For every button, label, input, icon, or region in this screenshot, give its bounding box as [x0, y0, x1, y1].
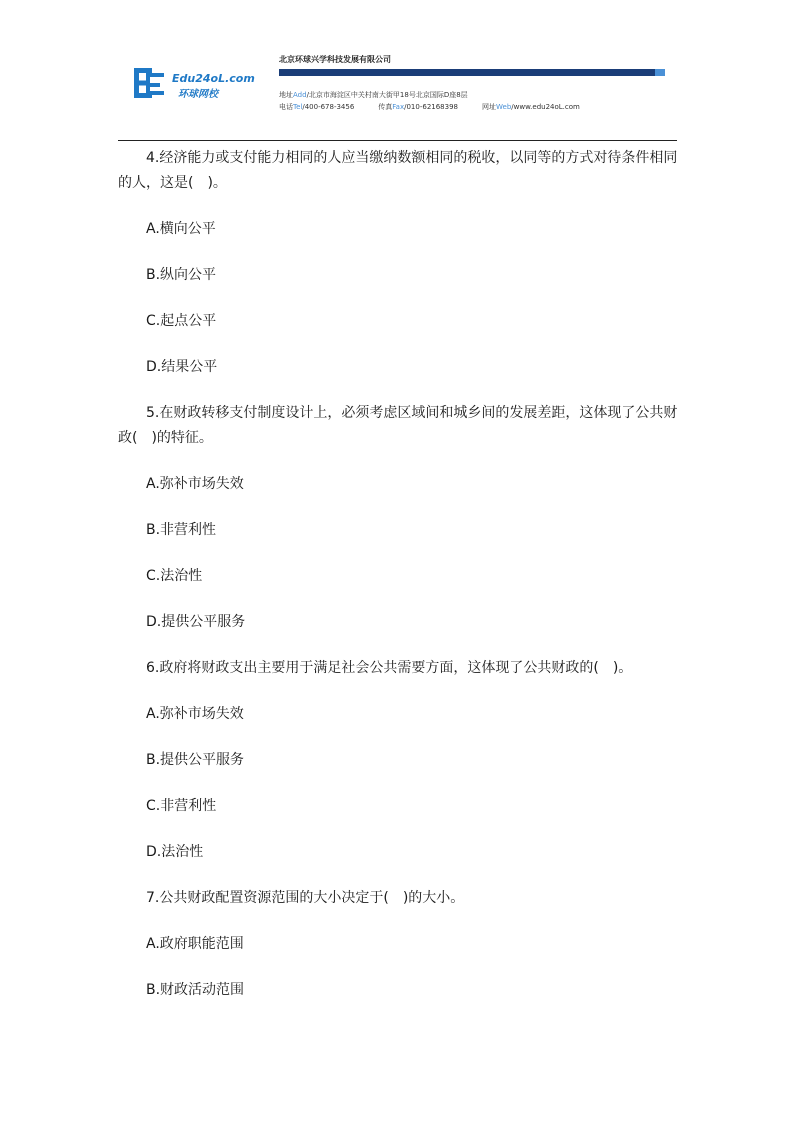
- contact-line: [279, 102, 580, 112]
- address-value: /北京市海淀区中关村南大街甲18号北京国际D座8层: [306, 91, 468, 99]
- letterhead: [0, 0, 794, 145]
- web-label: 网址: [482, 103, 496, 111]
- option-4d: D.结果公平: [146, 359, 218, 375]
- question-5: 5.在财政转移支付制度设计上，必须考虑区域间和城乡间的发展差距，这体现了公共财政( )的特征。: [118, 405, 678, 446]
- option-7a: A.政府职能范围: [146, 936, 244, 952]
- option-6d: D.法治性: [146, 844, 204, 860]
- option-6b: B.提供公平服务: [146, 752, 245, 768]
- option-6c: C.非营利性: [146, 798, 217, 814]
- tel-label: 电话: [279, 103, 293, 111]
- option-4c: C.起点公平: [146, 313, 217, 329]
- option-5a: A.弥补市场失效: [146, 476, 244, 492]
- option-5d: D.提供公平服务: [146, 614, 246, 630]
- logo-text-cn: 环球网校: [178, 89, 218, 100]
- logo: [132, 66, 255, 100]
- fax-key: Fax: [392, 103, 405, 111]
- header-bar-dark: [279, 69, 655, 76]
- option-4b: B.纵向公平: [146, 267, 217, 283]
- question-7: 7.公共财政配置资源范围的大小决定于( )的大小。: [146, 890, 465, 906]
- logo-text-en: Edu24oL.com: [172, 72, 255, 85]
- question-list: [118, 146, 678, 1024]
- company-name: 北京环球兴学科技发展有限公司: [279, 55, 391, 64]
- question-6: 6.政府将财政支出主要用于满足社会公共需要方面，这体现了公共财政的( )。: [146, 660, 633, 676]
- address-label: 地址: [279, 91, 293, 99]
- address-key: Add: [293, 91, 307, 99]
- header-bar-accent: [655, 69, 665, 76]
- option-5b: B.非营利性: [146, 522, 217, 538]
- fax-label: 传真: [378, 103, 393, 111]
- logo-mark-icon: [132, 66, 168, 100]
- option-7b: B.财政活动范围: [146, 982, 245, 998]
- option-6a: A.弥补市场失效: [146, 706, 244, 722]
- web-value: /www.edu24oL.com: [511, 103, 580, 111]
- header-divider: [118, 140, 677, 141]
- option-5c: C.法治性: [146, 568, 203, 584]
- address-line: [279, 90, 468, 100]
- fax-value: /010-62168398: [404, 103, 458, 111]
- tel-key: Tel: [293, 103, 303, 111]
- tel-value: /400-678-3456: [302, 103, 355, 111]
- header-bar: [279, 69, 665, 76]
- web-key: Web: [496, 103, 512, 111]
- question-4: 4.经济能力或支付能力相同的人应当缴纳数额相同的税收，以同等的方式对待条件相同的人，这是( )。: [118, 150, 678, 191]
- option-4a: A.横向公平: [146, 221, 216, 237]
